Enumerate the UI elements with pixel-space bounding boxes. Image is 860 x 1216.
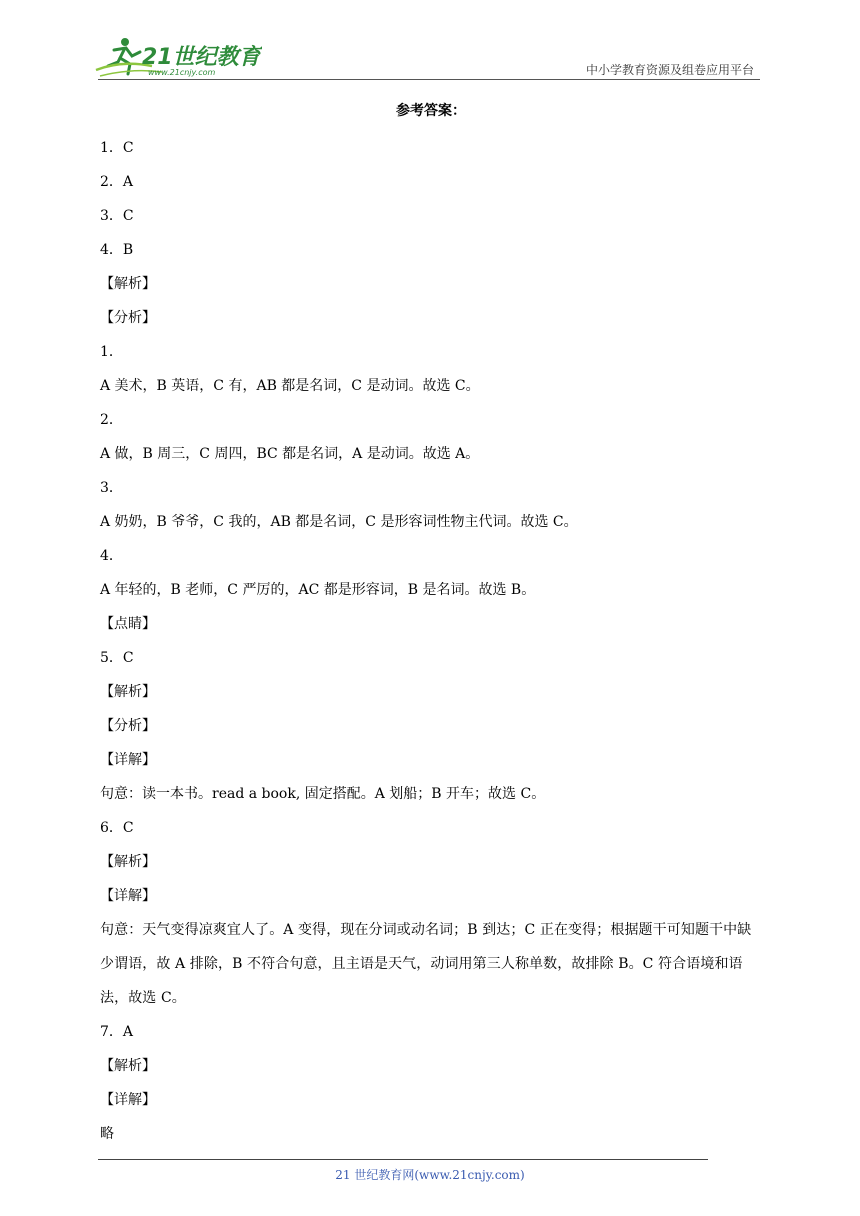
answer-line: 【详解】 [100, 752, 156, 768]
answer-paragraph: 句意：天气变得凉爽宜人了。A 变得，现在分词或动名词；B 到达；C 正在变得；根据题干可知题干中缺少谓语，故 A 排除，B 不符合句意，且主语是天气，动词用第三人称单数，故排除 B。C 符合语境和语法，故选 C。 [100, 922, 752, 1006]
page-header [0, 0, 860, 90]
answer-line: 1．C [100, 140, 134, 156]
answer-line: 【详解】 [100, 1092, 156, 1108]
answer-line: 5．C [100, 650, 134, 666]
answer-line: 【分析】 [100, 718, 156, 734]
answer-line: 【解析】 [100, 276, 156, 292]
answer-lines-2 [100, 1015, 762, 1151]
answer-line: 【解析】 [100, 1058, 156, 1074]
answer-lines [100, 131, 762, 913]
answer-line: 【详解】 [100, 888, 156, 904]
answer-line: 2．A [100, 174, 134, 190]
answer-line: A 奶奶，B 爷爷，C 我的，AB 都是名词，C 是形容词性物主代词。故选 C。 [100, 514, 578, 530]
logo-21cnjy [92, 36, 262, 78]
answer-line: A 年轻的，B 老师，C 严厉的，AC 都是形容词，B 是名词。故选 B。 [100, 582, 536, 598]
answer-line: 略 [100, 1126, 114, 1142]
answer-line: 6．C [100, 820, 134, 836]
answer-line: 4． [100, 548, 123, 564]
page-title: 参考答案： [396, 103, 466, 119]
answer-content [100, 97, 762, 1151]
footer-text: 21 世纪教育网(www.21cnjy.com) [335, 1168, 525, 1182]
answer-line: 【点睛】 [100, 616, 156, 632]
footer-divider [98, 1159, 708, 1160]
answer-line: A 美术，B 英语，C 有，AB 都是名词，C 是动词。故选 C。 [100, 378, 480, 394]
answer-line: 4．B [100, 242, 134, 258]
answer-line: 【解析】 [100, 684, 156, 700]
answer-line: 7．A [100, 1024, 134, 1040]
logo-text: 21世纪教育 [142, 45, 261, 70]
answer-line: 【解析】 [100, 854, 156, 870]
answer-line: 3．C [100, 208, 134, 224]
header-divider [98, 79, 760, 80]
answer-line: A 做，B 周三，C 周四，BC 都是名词，A 是动词。故选 A。 [100, 446, 480, 462]
header-platform-text: 中小学教育资源及组卷应用平台 [585, 63, 754, 77]
answer-line: 【分析】 [100, 310, 156, 326]
answer-line: 3． [100, 480, 123, 496]
answer-line: 句意：读一本书。read a book, 固定搭配。A 划船；B 开车；故选 C。 [100, 786, 546, 802]
logo-url: www.21cnjy.com [148, 68, 216, 77]
answer-line: 1． [100, 344, 123, 360]
answer-line: 2． [100, 412, 123, 428]
